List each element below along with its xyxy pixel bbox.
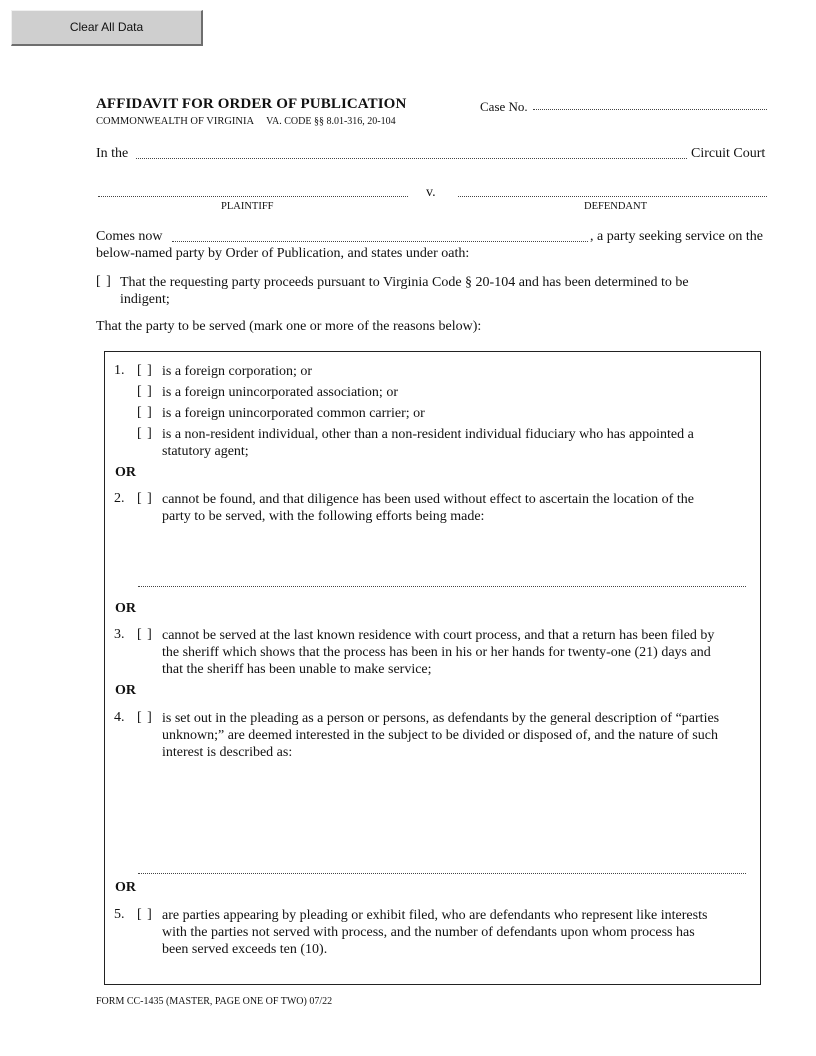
foreign-carrier-checkbox[interactable]: [ ]	[137, 405, 153, 420]
item-number: 5.	[114, 907, 125, 922]
va-code-citation: VA. CODE §§ 8.01-316, 20-104	[266, 116, 396, 127]
requesting-party-field[interactable]	[172, 241, 588, 242]
cannot-be-found-text-line1: cannot be found, and that diligence has been used without effect to ascertain the location of the	[162, 492, 694, 507]
form-subtitle	[96, 116, 396, 127]
parties-unknown-text-line3: interest is described as:	[162, 745, 293, 760]
case-no-label: Case No.	[480, 99, 528, 114]
defendant-field[interactable]	[458, 196, 767, 197]
parties-unknown-checkbox[interactable]: [ ]	[137, 710, 153, 725]
foreign-corporation-text: is a foreign corporation; or	[162, 364, 313, 379]
in-the-label: In the	[96, 146, 129, 161]
court-name-field[interactable]	[136, 158, 687, 159]
or-separator: OR	[115, 880, 136, 895]
non-resident-text-line1: is a non-resident individual, other than a non-resident individual fiduciary who has appointed a	[162, 427, 694, 442]
foreign-association-checkbox[interactable]: [ ]	[137, 384, 153, 399]
like-interests-text-line1: are parties appearing by pleading or exhibit filed, who are defendants who represent like interests	[162, 908, 708, 923]
item-number: 3.	[114, 627, 125, 642]
foreign-carrier-text: is a foreign unincorporated common carrier; or	[162, 406, 425, 421]
case-no-field[interactable]	[533, 109, 767, 110]
item-number: 1.	[114, 363, 125, 378]
foreign-association-text: is a foreign unincorporated association; or	[162, 385, 398, 400]
party-seeking-text: , a party seeking service on the	[590, 229, 763, 244]
foreign-corporation-checkbox[interactable]: [ ]	[137, 363, 153, 378]
versus-label: v.	[426, 185, 436, 200]
cannot-be-served-text-line3: that the sheriff has been unable to make service;	[162, 662, 432, 677]
indigent-text-line1: That the requesting party proceeds pursuant to Virginia Code § 20-104 and has been determined to be	[120, 275, 689, 290]
cannot-be-served-text-line2: the sheriff which shows that the process has been in his or her hands for twenty-one (21) days and	[162, 645, 711, 660]
indigent-text-line2: indigent;	[120, 292, 170, 307]
parties-unknown-text-line1: is set out in the pleading as a person or persons, as defendants by the general description of “parties	[162, 711, 720, 726]
clear-all-data-button[interactable]: Clear All Data	[11, 10, 203, 46]
circuit-court-label: Circuit Court	[691, 146, 766, 161]
or-separator: OR	[115, 465, 136, 480]
item-number: 2.	[114, 491, 125, 506]
cannot-be-served-checkbox[interactable]: [ ]	[137, 627, 153, 642]
plaintiff-field[interactable]	[98, 196, 408, 197]
cannot-be-found-checkbox[interactable]: [ ]	[137, 491, 153, 506]
form-title: AFFIDAVIT FOR ORDER OF PUBLICATION	[96, 96, 407, 112]
efforts-field[interactable]	[138, 586, 746, 587]
like-interests-text-line3: been served exceeds ten (10).	[162, 942, 328, 957]
like-interests-text-line2: with the parties not served with process, and the number of defendants upon whom process has	[162, 925, 695, 940]
commonwealth-label: COMMONWEALTH OF VIRGINIA	[96, 116, 255, 127]
cannot-be-served-text-line1: cannot be served at the last known residence with court process, and that a return has been filed by	[162, 628, 715, 643]
plaintiff-label: PLAINTIFF	[221, 201, 274, 212]
interest-description-field[interactable]	[138, 873, 746, 874]
like-interests-checkbox[interactable]: [ ]	[137, 907, 153, 922]
item-number: 4.	[114, 710, 125, 725]
reasons-intro: That the party to be served (mark one or more of the reasons below):	[96, 319, 482, 334]
non-resident-checkbox[interactable]: [ ]	[137, 426, 153, 441]
under-oath-text: below-named party by Order of Publication, and states under oath:	[96, 246, 470, 261]
or-separator: OR	[115, 601, 136, 616]
non-resident-text-line2: statutory agent;	[162, 444, 249, 459]
defendant-label: DEFENDANT	[584, 201, 647, 212]
form-footer: FORM CC-1435 (MASTER, PAGE ONE OF TWO) 07/22	[96, 996, 333, 1007]
parties-unknown-text-line2: unknown;” are deemed interested in the subject to be divided or disposed of, and the nature of such	[162, 728, 718, 743]
comes-now-label: Comes now	[96, 229, 163, 244]
or-separator: OR	[115, 683, 136, 698]
cannot-be-found-text-line2: party to be served, with the following efforts being made:	[162, 509, 485, 524]
indigent-checkbox[interactable]: [ ]	[96, 274, 112, 289]
